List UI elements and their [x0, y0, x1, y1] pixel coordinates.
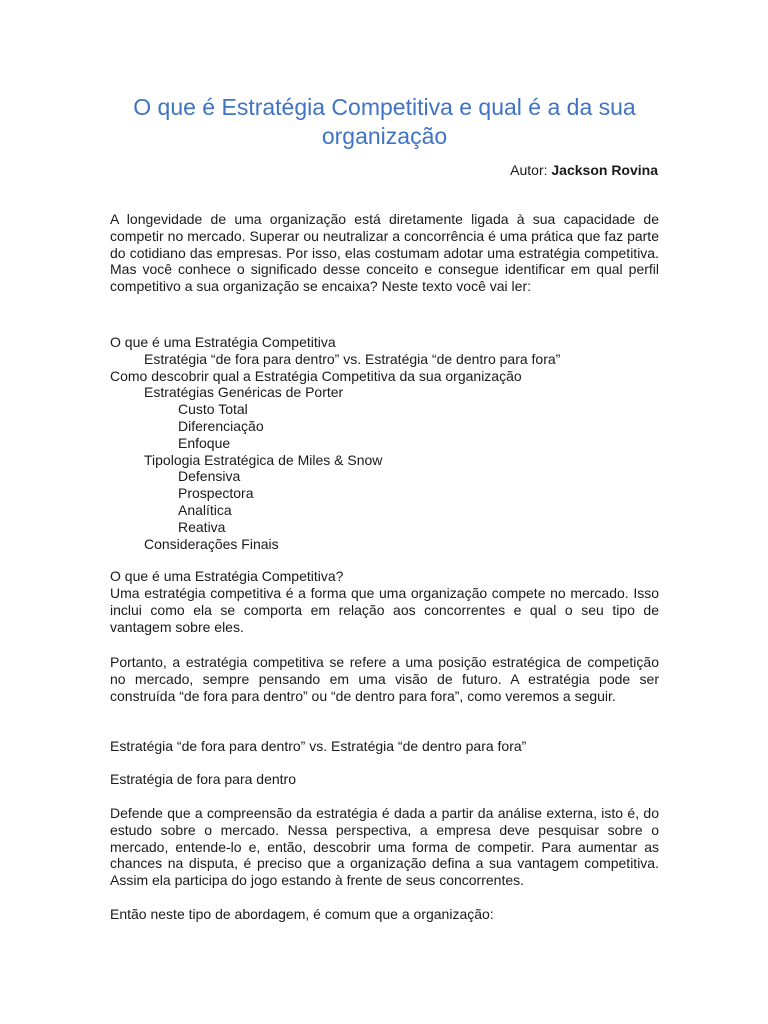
- author-name: Jackson Rovina: [551, 162, 658, 178]
- toc-item: Diferenciação: [178, 417, 264, 434]
- toc-item: Como descobrir qual a Estratégia Competitiva da sua organização: [110, 367, 522, 384]
- section3-text-part1: Defende que a compreensão da estratégia é dada a partir da análise externa, isto é, do estudo sobre o mercado. Nessa perspectiva, a empresa deve pesquisar sobre o mercado, entende-lo e, então, descobrir uma forma de competir. Para aumentar as chances na disputa, é preciso que a organização defina a sua: [110, 805, 659, 872]
- section2-heading: Estratégia “de fora para dentro” vs. Estratégia “de dentro para fora”: [110, 738, 527, 754]
- section1-heading: O que é uma Estratégia Competitiva?: [110, 568, 344, 584]
- toc-item: Custo Total: [178, 401, 248, 418]
- section3-text-part2: . Assim ela participa do jogo estando à frente de seus concorrentes.: [110, 855, 659, 889]
- table-of-contents: [110, 334, 659, 552]
- toc-item: Estratégias Genéricas de Porter: [144, 384, 344, 401]
- section1-paragraph-1: Uma estratégia competitiva é a forma que uma organização compete no mercado. Isso inclui como ela se comporta em relação aos concorrentes e qual o seu tipo de vantagem sobre eles.: [110, 585, 659, 635]
- intro-paragraph: A longevidade de uma organização está diretamente ligada à sua capacidade de competir no mercado. Superar ou neutralizar a concorrência é uma prática que faz parte do cotidiano das empresas. Por isso, elas costumam adotar uma estratégia competitiva. Mas você conhece o significado desse conceito e consegue identificar em qual perfil competitivo a sua organização se encaixa? Neste texto você vai ler:: [110, 211, 659, 295]
- toc-item: Reativa: [178, 518, 226, 535]
- author-line: [510, 162, 658, 179]
- toc-item: Estratégia “de fora para dentro” vs. Estratégia “de dentro para fora”: [144, 350, 561, 367]
- toc-item: Defensiva: [178, 468, 241, 485]
- section3-heading: Estratégia de fora para dentro: [110, 771, 297, 787]
- author-label: Autor:: [510, 162, 548, 178]
- toc-item: Enfoque: [178, 434, 231, 451]
- document-title: O que é Estratégia Competitiva e qual é a da sua organização: [133, 94, 636, 149]
- section3-paragraph-2: Então neste tipo de abordagem, é comum que a organização:: [110, 906, 494, 922]
- section3-paragraph-1: [110, 805, 659, 889]
- section1-paragraph-2: Portanto, a estratégia competitiva se refere a uma posição estratégica de competição no mercado, sempre pensando em uma visão de futuro. A estratégia pode ser construída “de fora para dentro” ou “de dentro para fora”, como veremos a seguir.: [110, 654, 659, 704]
- toc-item: O que é uma Estratégia Competitiva: [110, 334, 336, 350]
- toc-item: Considerações Finais: [144, 535, 279, 552]
- vantagem-competitiva-link[interactable]: vantagem competitiva: [517, 855, 656, 872]
- toc-item: Tipologia Estratégica de Miles & Snow: [144, 451, 383, 468]
- toc-item: Prospectora: [178, 485, 254, 502]
- toc-item: Analítica: [178, 501, 232, 518]
